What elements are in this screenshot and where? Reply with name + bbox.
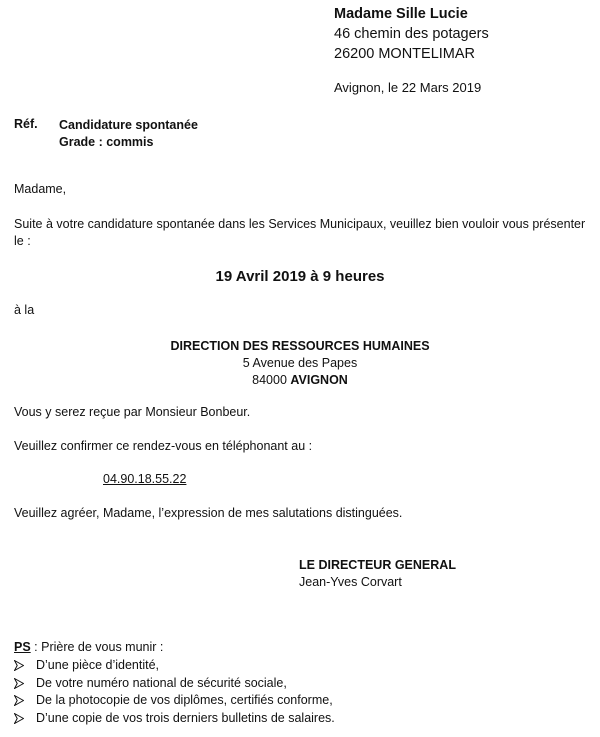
address-department: DIRECTION DES RESSOURCES HUMAINES xyxy=(170,339,430,353)
reference-grade: Grade : commis xyxy=(59,135,154,149)
signer-name: Jean-Yves Corvart xyxy=(299,575,402,589)
list-item xyxy=(14,657,335,675)
confirm-text: Veuillez confirmer ce rendez-vous en téléphonant au : xyxy=(14,439,313,453)
phone-number: 04.90.18.55.22 xyxy=(103,472,187,486)
reference-subject: Candidature spontanée xyxy=(59,118,198,132)
address-city-line xyxy=(0,372,600,389)
ps-item-text: De la photocopie de vos diplômes, certifiés conforme, xyxy=(36,693,333,707)
intro-paragraph: Suite à votre candidature spontanée dans les Services Municipaux, veuillez bien vouloir vous présenter le : xyxy=(14,217,586,248)
recipient-city: 26200 MONTELIMAR xyxy=(334,46,476,62)
received-by-text: Vous y serez reçue par Monsieur Bonbeur. xyxy=(14,405,251,419)
ps-intro-text: : Prière de vous munir : xyxy=(30,640,164,654)
list-item xyxy=(14,710,335,728)
ps-intro xyxy=(14,639,163,657)
office-address xyxy=(0,338,600,389)
reference-lines xyxy=(59,117,198,151)
arrow-bullet-icon xyxy=(14,660,24,671)
arrow-bullet-icon xyxy=(14,678,24,689)
arrow-bullet-icon xyxy=(14,713,24,724)
reference-label: Réf. xyxy=(14,117,38,131)
salutation: Madame, xyxy=(14,182,67,196)
a-la-text: à la xyxy=(14,303,35,317)
arrow-bullet-icon xyxy=(14,695,24,706)
ps-item-text: D’une pièce d’identité, xyxy=(36,658,159,672)
recipient-street: 46 chemin des potagers xyxy=(334,26,489,42)
recipient-block xyxy=(334,4,489,64)
address-city: AVIGNON xyxy=(290,373,348,387)
ps-item-text: D’une copie de vos trois derniers bulletins de salaires. xyxy=(36,710,335,725)
closing-regards: Veuillez agréer, Madame, l’expression de mes salutations distinguées. xyxy=(14,506,403,520)
address-street: 5 Avenue des Papes xyxy=(242,356,358,370)
signature-block xyxy=(299,557,456,591)
recipient-name: Madame Sille Lucie xyxy=(334,6,468,22)
ps-list xyxy=(14,657,335,727)
signer-title: LE DIRECTEUR GENERAL xyxy=(299,558,456,572)
list-item xyxy=(14,692,335,710)
ps-label: PS xyxy=(14,640,31,654)
letter-date: Avignon, le 22 Mars 2019 xyxy=(334,80,482,95)
list-item xyxy=(14,675,335,693)
ps-item-text: De votre numéro national de sécurité sociale, xyxy=(36,675,287,690)
address-postcode: 84000 xyxy=(252,373,287,387)
appointment-datetime: 19 Avril 2019 à 9 heures xyxy=(215,268,385,285)
